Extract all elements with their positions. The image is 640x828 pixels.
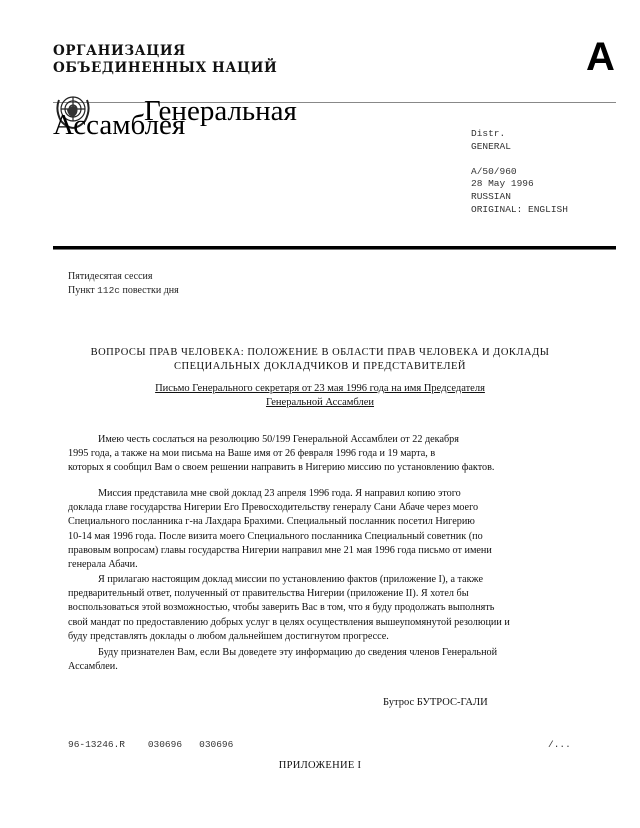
org-line-2: ОБЪЕДИНЕННЫХ НАЦИЙ bbox=[53, 60, 278, 76]
annex-heading: ПРИЛОЖЕНИЕ I bbox=[278, 760, 362, 771]
organization-name bbox=[53, 43, 277, 77]
body-name-line-1: Генеральная bbox=[144, 95, 297, 127]
document-date: 28 May 1996 bbox=[471, 178, 534, 190]
distribution-value: GENERAL bbox=[471, 140, 511, 152]
original-language: ORIGINAL: ENGLISH bbox=[471, 203, 568, 215]
document-symbol: A/50/960 bbox=[471, 165, 517, 177]
continued-marker: /... bbox=[548, 739, 571, 750]
agenda-item: Пункт 112c повестки дня bbox=[68, 285, 179, 296]
document-metadata bbox=[471, 128, 568, 216]
document-code: 96-13246.R 030696 030696 bbox=[68, 739, 234, 750]
paragraph-4: Буду признателен Вам, если Вы доведете эту информацию до сведения членов Генеральной Ассамблеи. bbox=[68, 647, 498, 673]
paragraph-2: Миссия представила мне свой доклад 23 апреля 1996 года. Я направил копию этого доклада главе государства Нигерии Его Превосходительству генералу Сани Абаче через моего Специального посланника г-на Лахдара Брахими. Специальный посланник посетил Нигерию 10-14 мая 1996 года. После визита моего Специального посланника Специальный советник (по правовым вопросам) главы государства Нигерии направил мне 21 мая 1996 года письмо от имени генерала Абачи. bbox=[68, 488, 492, 571]
agenda-item-number: 112c bbox=[97, 285, 120, 296]
signature: Бутрос БУТРОС-ГАЛИ bbox=[383, 697, 488, 708]
heading-divider bbox=[53, 246, 616, 250]
org-line-1: ОРГАНИЗАЦИЯ bbox=[53, 43, 186, 59]
session-name: Пятидесятая сессия bbox=[68, 271, 153, 282]
paragraph-1: Имею честь сослаться на резолюцию 50/199 Генеральной Ассамблеи от 22 декабря 1995 года, а также на мои письма на Ваше имя от 26 февраля 1996 года и 19 марта, в которых я сообщил Вам о своем решении направить в Нигерию миссию по установлению фактов. bbox=[68, 434, 495, 474]
series-letter: A bbox=[586, 35, 615, 79]
distribution-label: Distr. bbox=[471, 128, 506, 139]
session-info bbox=[68, 270, 179, 298]
document-language: RUSSIAN bbox=[471, 190, 511, 202]
paragraph-3: Я прилагаю настоящим доклад миссии по установлению фактов (приложение I), а также предварительный ответ, полученный от правительства Нигерии (приложение II). Я хотел бы воспользоваться этой возможностью, чтобы заверить Вас в том, что я буду продолжать выполнять свой мандат по предоставлению добрых услуг в целях осуществления вышеупомянутой резолюции и буду представлять доклады о любом дальнейшем достигнутом прогрессе. bbox=[68, 574, 510, 642]
document-title: ВОПРОСЫ ПРАВ ЧЕЛОВЕКА: ПОЛОЖЕНИЕ В ОБЛАСТИ ПРАВ ЧЕЛОВЕКА И ДОКЛАДЫ СПЕЦИАЛЬНЫХ ДОКЛАДЧИКОВ И ПРЕДСТАВИТЕЛЕЙ bbox=[90, 347, 550, 372]
header-divider bbox=[53, 102, 616, 103]
letter-subtitle: Письмо Генерального секретаря от 23 мая 1996 года на имя Председателя Генеральной Ассамблеи bbox=[155, 383, 485, 408]
body-name-line-2: Ассамблея bbox=[53, 109, 186, 141]
